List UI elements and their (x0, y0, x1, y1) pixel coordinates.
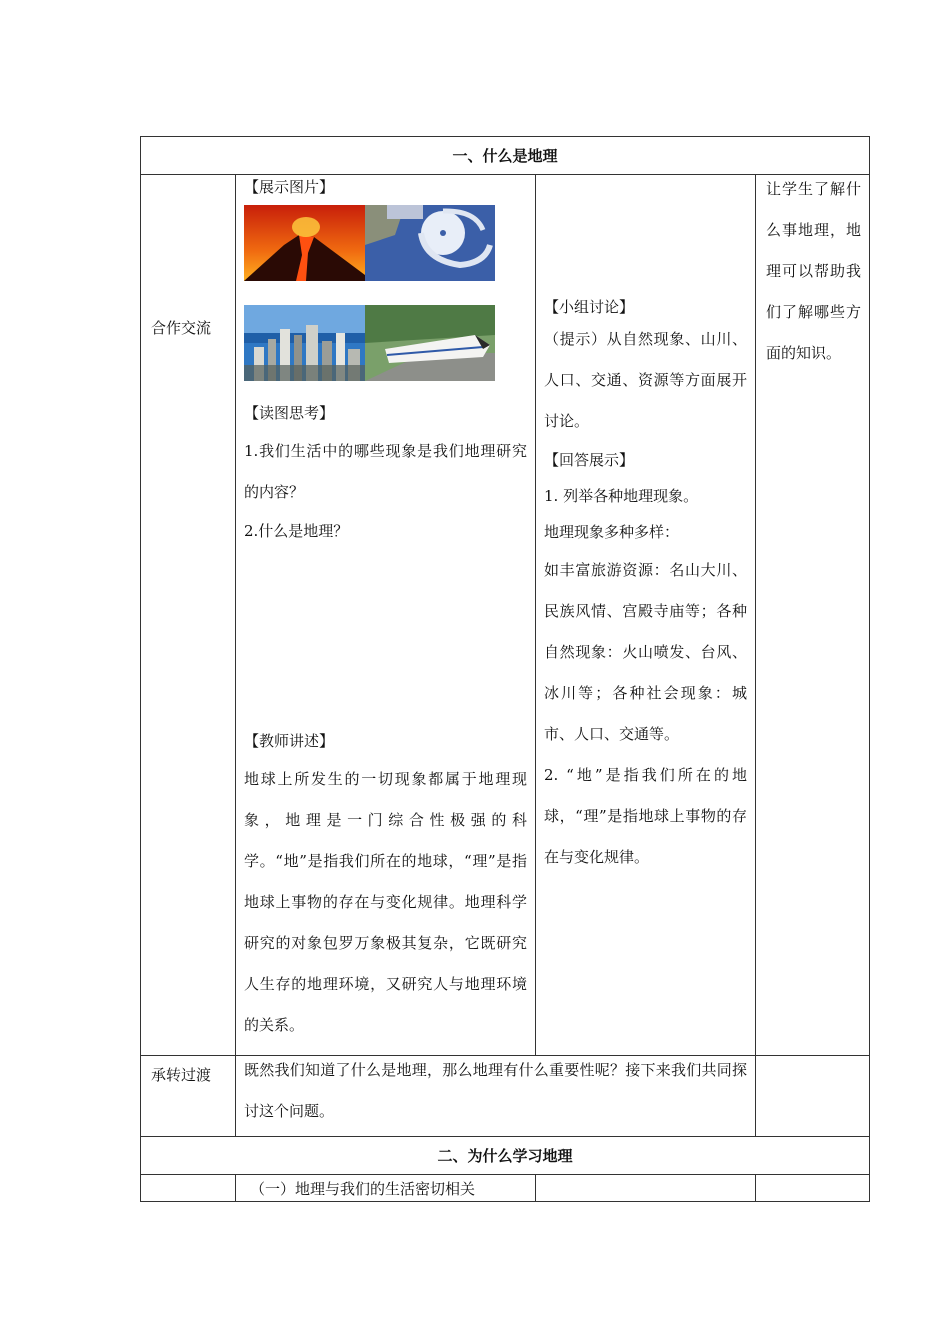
student-cell-3 (536, 1175, 756, 1202)
answer-2: 2. “地”是指我们所在的地球，“理”是指地球上事物的存在与变化规律。 (544, 766, 747, 866)
lecture-text: 地球上所发生的一切现象都属于地理现象，地理是一门综合性极强的科学。“地”是指我们所在的地球，“理”是指地球上事物的存在与变化规律。地理科学研究的对象包罗万象极其复杂，它既研究人生存的地理环境，又研究人与地理环境的关系。 (244, 770, 527, 1034)
subsection-cell (236, 1175, 536, 1202)
discuss-heading: 【小组讨论】 (544, 298, 635, 316)
lecture-heading: 【教师讲述】 (244, 732, 335, 750)
answer-heading: 【回答展示】 (544, 451, 635, 469)
answer-1-detail: 如丰富旅游资源：名山大川、民族风情、宫殿寺庙等；各种自然现象：火山喷发、台风、冰川等；各种社会现象：城市、人口、交通等。 (544, 561, 747, 743)
show-images-heading: 【展示图片】 (244, 178, 335, 196)
design-intent-cell (756, 175, 870, 1056)
intent-cell-3 (756, 1175, 870, 1202)
think-heading: 【读图思考】 (244, 404, 335, 422)
stage-label-1: 合作交流 (151, 319, 212, 337)
transition-intent-cell (756, 1056, 870, 1137)
transition-cell (236, 1056, 756, 1137)
volcano-photo (244, 205, 365, 281)
student-activity-cell (536, 175, 756, 1056)
high-speed-train-photo (365, 305, 495, 381)
stage-label-2: 承转过渡 (151, 1066, 212, 1084)
stage-cell-1 (141, 175, 236, 1056)
answer-1: 1. 列举各种地理现象。 (544, 487, 699, 505)
discuss-text: （提示）从自然现象、山川、人口、交通、资源等方面展开讨论。 (544, 330, 747, 430)
city-skyline-photo (244, 305, 365, 381)
stage-cell-2 (141, 1056, 236, 1137)
answer-1-sub: 地理现象多种多样： (544, 523, 680, 541)
photo-grid (244, 205, 527, 381)
typhoon-satellite-photo (365, 205, 495, 281)
stage-cell-3 (141, 1175, 236, 1202)
transition-text: 既然我们知道了什么是地理，那么地理有什么重要性呢？接下来我们共同探讨这个问题。 (244, 1061, 747, 1120)
subsection-title: （一）地理与我们的生活密切相关 (250, 1180, 476, 1198)
teacher-activity-cell (236, 175, 536, 1056)
lesson-table (140, 136, 870, 1202)
question-1: 1.我们生活中的哪些现象是我们地理研究的内容？ (244, 442, 527, 501)
section-title-2: 二、为什么学习地理 (141, 1137, 870, 1175)
section-title-1: 一、什么是地理 (141, 137, 870, 175)
design-intent-text: 让学生了解什么事地理，地理可以帮助我们了解哪些方面的知识。 (766, 180, 862, 362)
question-2: 2.什么是地理？ (244, 522, 349, 540)
